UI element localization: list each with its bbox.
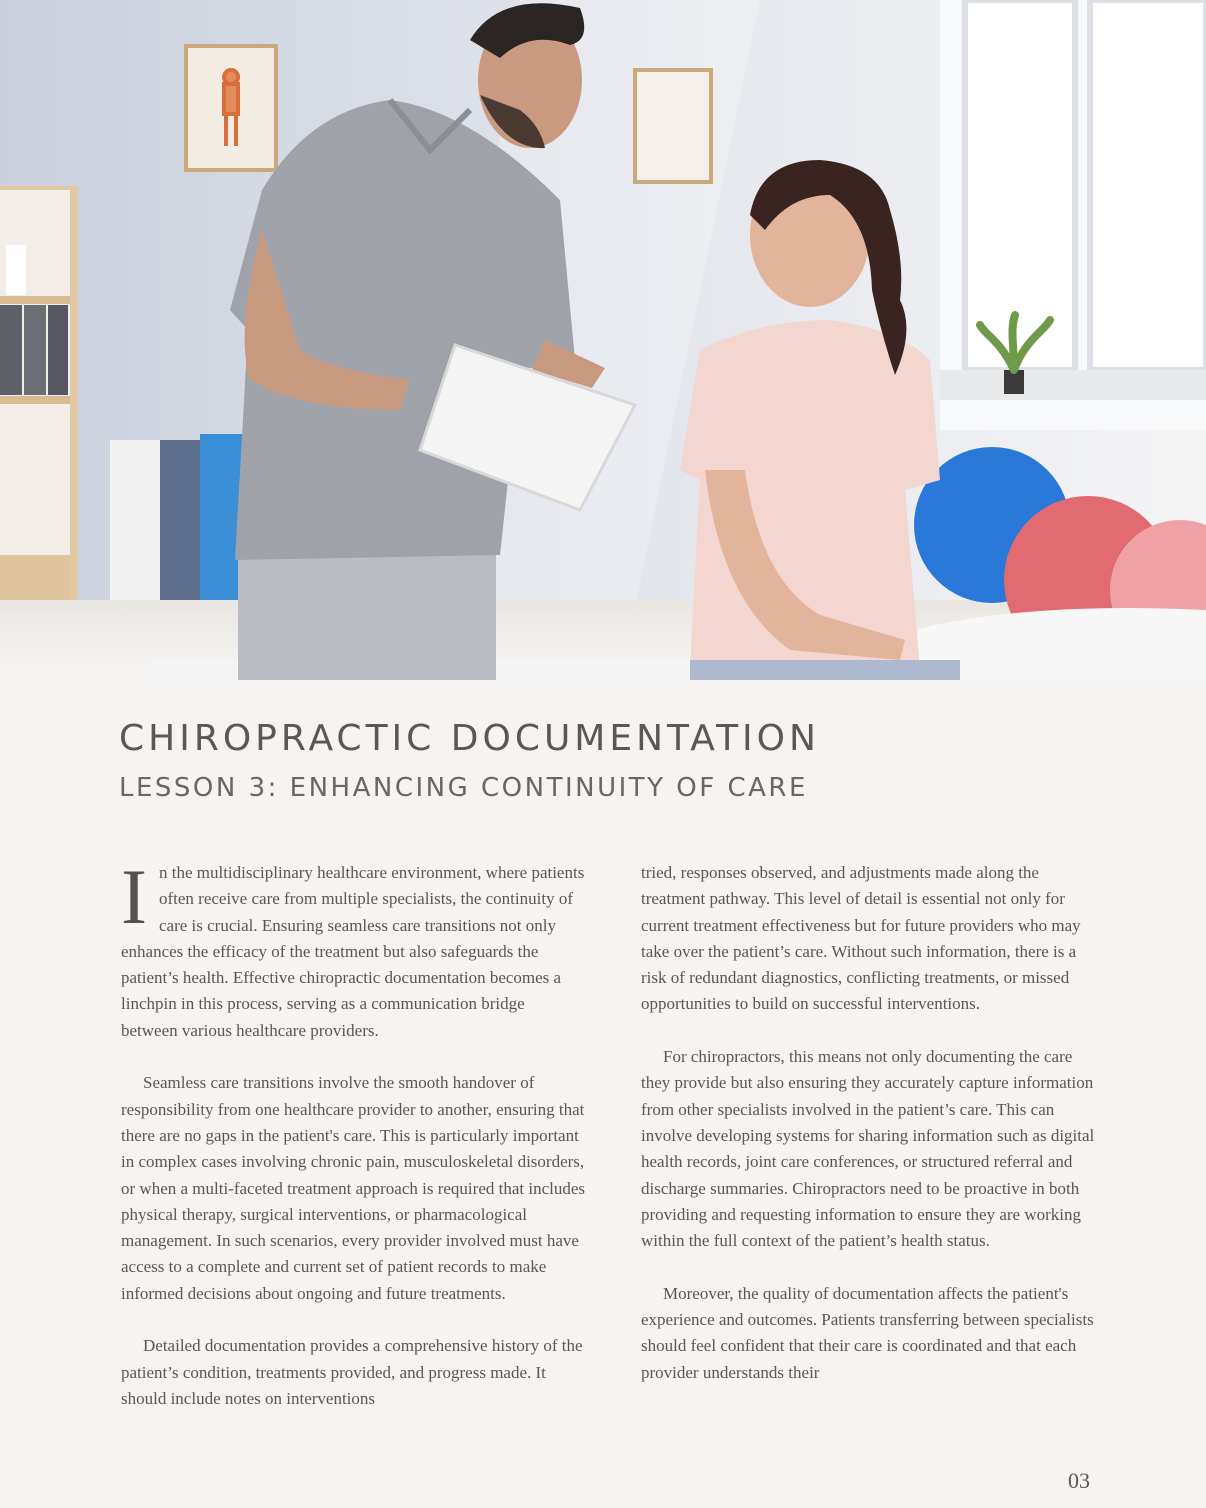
body-column-left (121, 853, 586, 1412)
clinic-scene-illustration (0, 0, 1206, 680)
lesson-subtitle: LESSON 3: ENHANCING CONTINUITY OF CARE (119, 773, 808, 803)
page-title: CHIROPRACTIC DOCUMENTATION (119, 718, 820, 759)
paragraph-intro-text: n the multidisciplinary healthcare environment, where patients often receive care from multiple specialists, the continuity of care is crucial. Ensuring seamless care transitions not only enhances the efficacy of the treatment but also safeguards the patient’s health. Effective chiropractic documentation becomes a linchpin in this process, serving as a communication bridge between various healthcare providers. (121, 863, 585, 1040)
paragraph-seamless-transitions: Seamless care transitions involve the smooth handover of responsibility from one healthcare provider to another, ensuring that there are no gaps in the patient's care. This is particularly important in complex cases involving chronic pain, musculoskeletal disorders, or when a multi-faceted treatment approach is required that includes physical therapy, surgical interventions, or pharmacological management. In such scenarios, every provider involved must have access to a complete and current set of patient records to make informed decisions about ongoing and future treatments. (121, 1073, 586, 1303)
paragraph-detailed-documentation-continued: tried, responses observed, and adjustments made along the treatment pathway. This level of detail is essential not only for current treatment effectiveness but for future providers who may take over the patient’s care. Without such information, there is a risk of redundant diagnostics, conflicting treatments, or missed opportunities to build on successful interventions. (641, 863, 1081, 1014)
paragraph-detailed-documentation: Detailed documentation provides a comprehensive history of the patient’s condition, treatments provided, and progress made. It should include notes on interventions (121, 1336, 583, 1408)
paragraph-chiropractors: For chiropractors, this means not only documenting the care they provide but also ensuring they accurately capture information from other specialists involved in the patient’s care. This can involve developing systems for sharing information such as digital health records, joint care conferences, or structured referral and discharge summaries. Chiropractors need to be proactive in both providing and requesting information to ensure they are working within the full context of the patient’s health status. (641, 1047, 1095, 1251)
body-column-right (641, 860, 1105, 1386)
paragraph-intro (121, 853, 585, 1044)
paragraph-quality: Moreover, the quality of documentation affects the patient's experience and outcomes. Patients transferring between specialists should feel confident that their care is coordinated and that each provider understands their (641, 1283, 1094, 1382)
dropcap-letter: I (121, 853, 147, 940)
hero-photo (0, 0, 1206, 680)
page-number: 03 (1068, 1468, 1090, 1493)
